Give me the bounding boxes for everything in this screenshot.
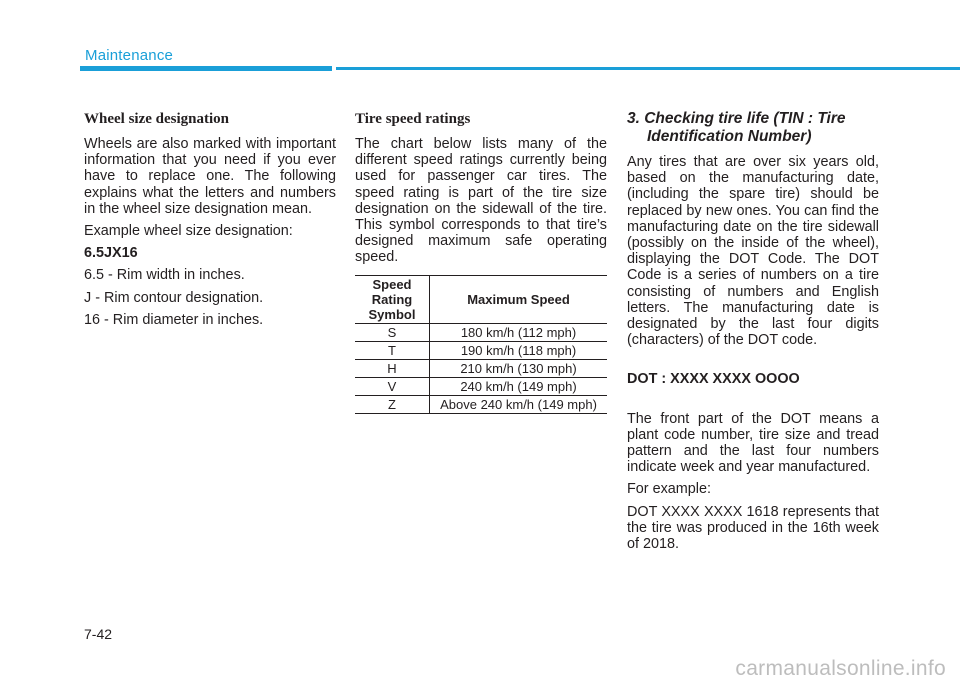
table-row — [355, 359, 607, 377]
table-row — [355, 395, 607, 413]
column-tire-life — [627, 110, 879, 558]
wheel-size-example-label: Example wheel size designation: — [84, 223, 293, 240]
dot-code-explanation: The front part of the DOT means a plant code number, tire size and tread pattern and the last four numbers indicate week and year manufactured. — [627, 410, 879, 476]
tire-life-intro: Any tires that are over six years old, based on the manufacturing date, (including the spare tire) should be replaced by new ones. You can find the manufacturing date on the tire sidewall (possibly on the inside of the wheel), displaying the DOT Code. The DOT Code is a series of numbers on a tire consisting of numbers and English letters. The manufacturing date is designated by the last four digits (characters) of the DOT code. — [627, 154, 879, 349]
column-wheel-size — [84, 110, 336, 334]
wheel-size-example: 6.5JX16 — [84, 245, 138, 262]
table-cell-symbol: H — [355, 359, 430, 377]
column-speed-ratings — [355, 110, 607, 414]
speed-ratings-heading: Tire speed ratings — [355, 111, 471, 127]
page-number: 7-42 — [84, 626, 113, 642]
wheel-size-item: 6.5 - Rim width in inches. — [84, 267, 245, 284]
table-header-speed: Maximum Speed — [430, 275, 608, 323]
table-cell-symbol: T — [355, 341, 430, 359]
table-row — [355, 323, 607, 341]
table-row — [355, 377, 607, 395]
wheel-size-intro: Wheels are also marked with important information that you need if you ever have to replace one. The following explains what the letters and numbers in the wheel size designation mean. — [84, 136, 336, 217]
section-title: Maintenance — [85, 47, 174, 64]
dot-example-label: For example: — [627, 481, 711, 498]
table-cell-speed: 180 km/h (112 mph) — [430, 323, 608, 341]
wheel-size-item: J - Rim contour designation. — [84, 289, 264, 306]
table-cell-symbol: V — [355, 377, 430, 395]
table-cell-speed: 210 km/h (130 mph) — [430, 359, 608, 377]
header-rule-thick — [80, 66, 332, 71]
watermark: carmanualsonline.info — [735, 657, 946, 680]
speed-rating-table — [355, 275, 607, 414]
dot-code-format: DOT : XXXX XXXX OOOO — [627, 371, 800, 388]
speed-ratings-intro: The chart below lists many of the different speed ratings currently being used for passenger car tires. The speed rating is part of the tire size designation on the sidewall of the tire. This symbol corresponds to that tire’s designed maximum safe operating speed. — [355, 136, 607, 266]
table-header-symbol: Speed Rating Symbol — [355, 275, 430, 323]
wheel-size-heading: Wheel size designation — [84, 111, 229, 127]
tire-life-heading: 3. Checking tire life (TIN : Tire Identification Number) — [627, 110, 846, 145]
table-cell-speed: 240 km/h (149 mph) — [430, 377, 608, 395]
wheel-size-item: 16 - Rim diameter in inches. — [84, 311, 264, 328]
table-cell-speed: 190 km/h (118 mph) — [430, 341, 608, 359]
table-cell-symbol: Z — [355, 395, 430, 413]
header-rule-thin — [336, 67, 960, 70]
table-cell-speed: Above 240 km/h (149 mph) — [430, 395, 608, 413]
table-row — [355, 341, 607, 359]
dot-example: DOT XXXX XXXX 1618 represents that the tire was produced in the 16th week of 2018. — [627, 503, 879, 553]
table-cell-symbol: S — [355, 323, 430, 341]
